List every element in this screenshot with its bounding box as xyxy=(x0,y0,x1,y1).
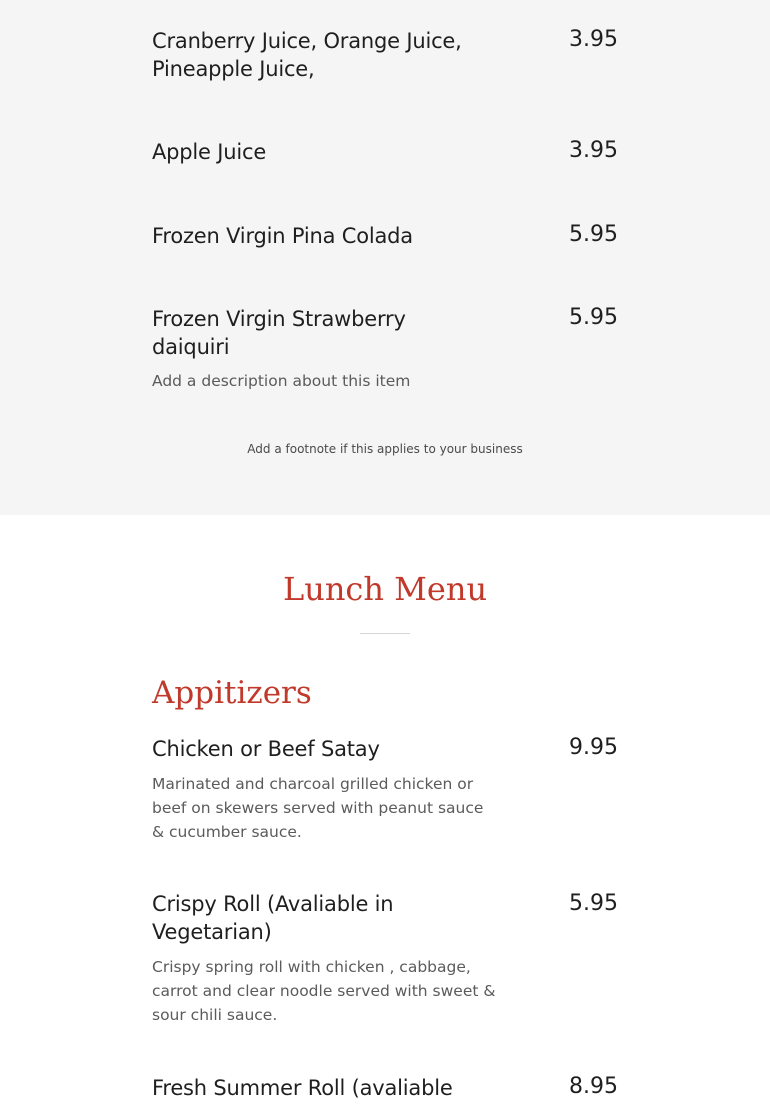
menu-item-description: Marinated and charcoal grilled chicken or beef on skewers served with peanut sauce & cucumber sauce. xyxy=(152,775,484,841)
menu-item-price: 9.95 xyxy=(569,735,618,760)
menu-item-name: Crispy Roll (Avaliable in Vegetarian) xyxy=(152,892,394,944)
menu-item-price: 5.95 xyxy=(569,305,618,330)
menu-footnote: Add a footnote if this applies to your business xyxy=(247,442,523,456)
menu-title: Lunch Menu xyxy=(282,570,488,608)
menu-item-price: 3.95 xyxy=(569,27,618,52)
menu-item-price: 5.95 xyxy=(569,222,618,247)
menu-item-price: 8.95 xyxy=(569,1074,618,1099)
menu-item-description: Crispy spring roll with chicken , cabbage, carrot and clear noodle served with sweet & sour chili sauce. xyxy=(152,958,496,1024)
menu-item-price: 3.95 xyxy=(569,138,618,163)
menu-item-name: Frozen Virgin Pina Colada xyxy=(152,224,413,248)
title-divider xyxy=(360,633,410,634)
menu-item-description: Add a description about this item xyxy=(152,372,411,390)
menu-item-price: 5.95 xyxy=(569,891,618,916)
menu-item-name: Cranberry Juice, Orange Juice, Pineapple Juice, xyxy=(152,29,462,81)
menu-item-name: Frozen Virgin Strawberry daiquiri xyxy=(152,307,406,359)
section-title: Appitizers xyxy=(152,675,312,711)
menu-item-name: Fresh Summer Roll (avaliable xyxy=(152,1076,453,1100)
menu-item-name: Apple Juice xyxy=(152,140,267,164)
menu-item-name: Chicken or Beef Satay xyxy=(152,737,380,761)
